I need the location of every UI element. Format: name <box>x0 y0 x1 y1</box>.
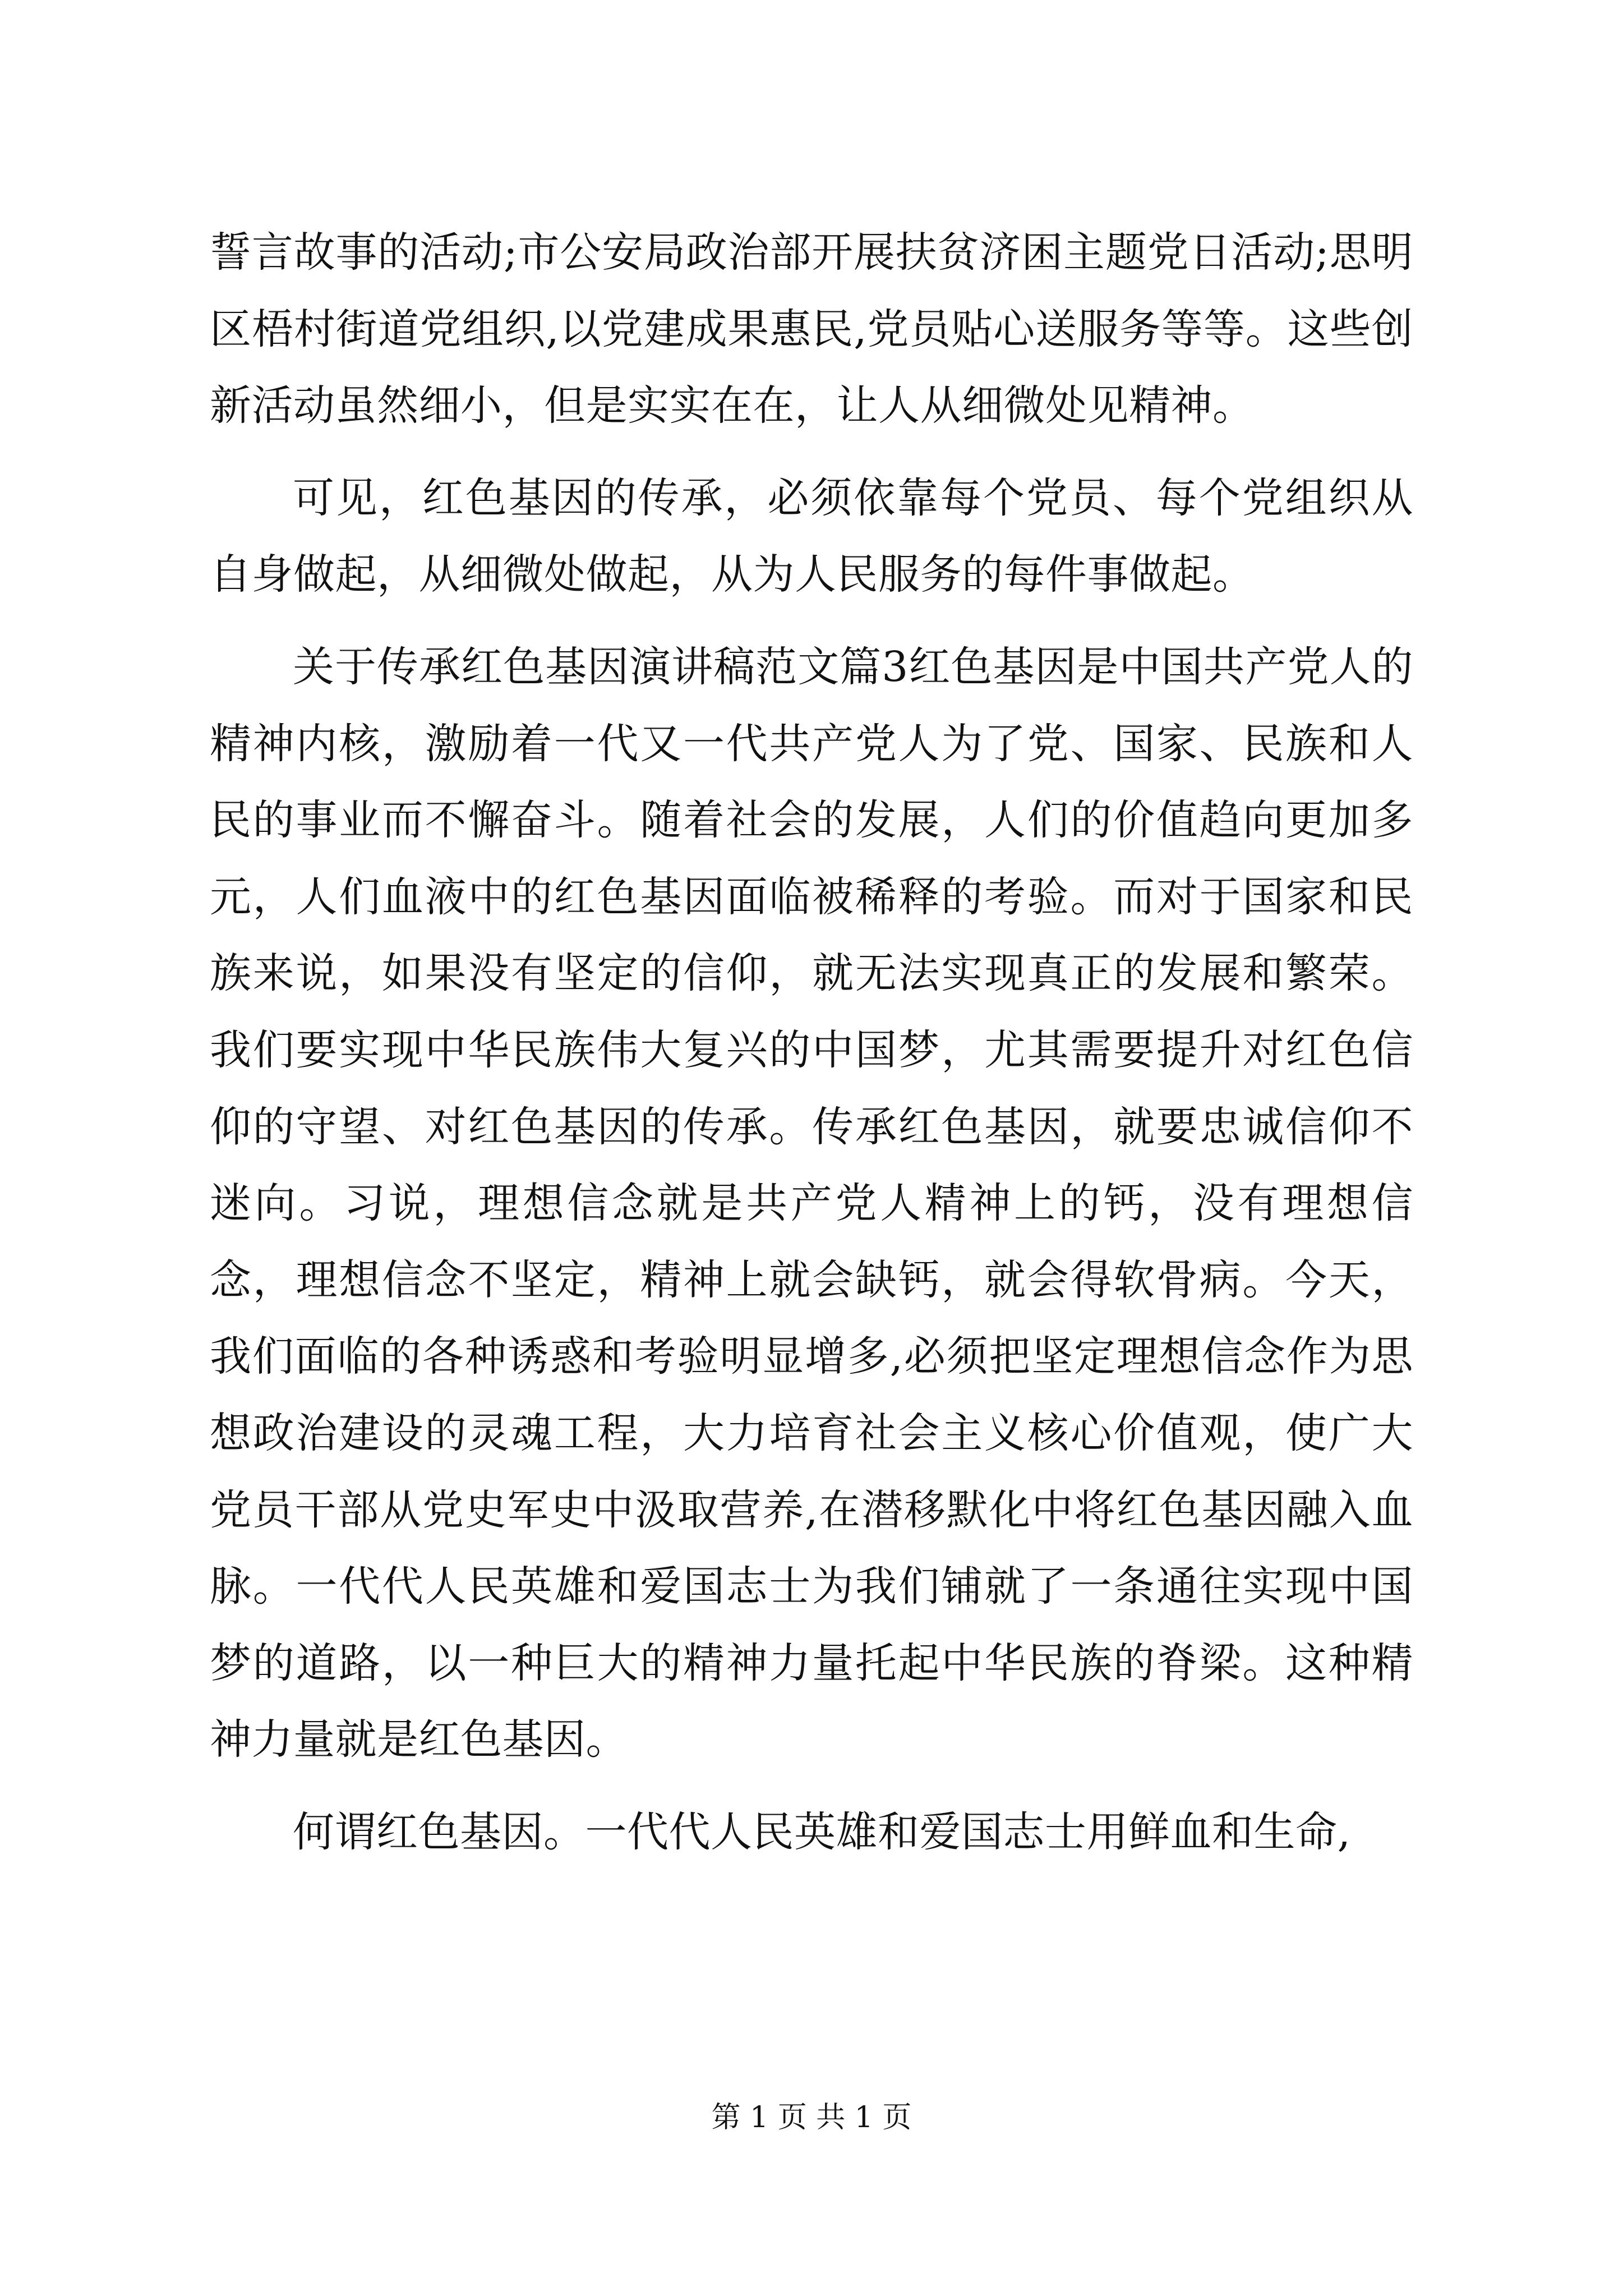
paragraph-1: 誓言故事的活动;市公安局政治部开展扶贫济困主题党日活动;思明区梧村街道党组织,以党建成果惠民,党员贴心送服务等等。这些创新活动虽然细小，但是实实在在，让人从细微处见精神。 <box>210 228 1413 430</box>
paragraph-3: 关于传承红色基因演讲稿范文篇3红色基因是中国共产党人的精神内核，激励着一代又一代共产党人为了党、国家、民族和人民的事业而不懈奋斗。随着社会的发展，人们的价值趋向更加多元，人们血液中的红色基因面临被稀释的考验。而对于国家和民族来说，如果没有坚定的信仰，就无法实现真正的发展和繁荣。我们要实现中华民族伟大复兴的中国梦，尤其需要提升对红色信仰的守望、对红色基因的传承。传承红色基因，就要忠诚信仰不迷向。习说，理想信念就是共产党人精神上的钙，没有理想信念，理想信念不坚定，精神上就会缺钙，就会得软骨病。今天，我们面临的各种诱惑和考验明显增多,必须把坚定理想信念作为思想政治建设的灵魂工程，大力培育社会主义核心价值观，使广大党员干部从党史军史中汲取营养,在潜移默化中将红色基因融入血脉。一代代人民英雄和爱国志士为我们铺就了一条通往实现中国梦的道路，以一种巨大的精神力量托起中华民族的脊梁。这种精神力量就是红色基因。 <box>210 642 1413 1764</box>
paragraph-4: 何谓红色基因。一代代人民英雄和爱国志士用鲜血和生命, <box>293 1807 1351 1856</box>
paragraph-2: 可见，红色基因的传承，必须依靠每个党员、每个党组织从自身做起，从细微处做起，从为人民服务的每件事做起。 <box>210 473 1413 599</box>
page-footer: 第 1 页 共 1 页 <box>711 2101 912 2134</box>
document-body <box>210 214 1413 1886</box>
